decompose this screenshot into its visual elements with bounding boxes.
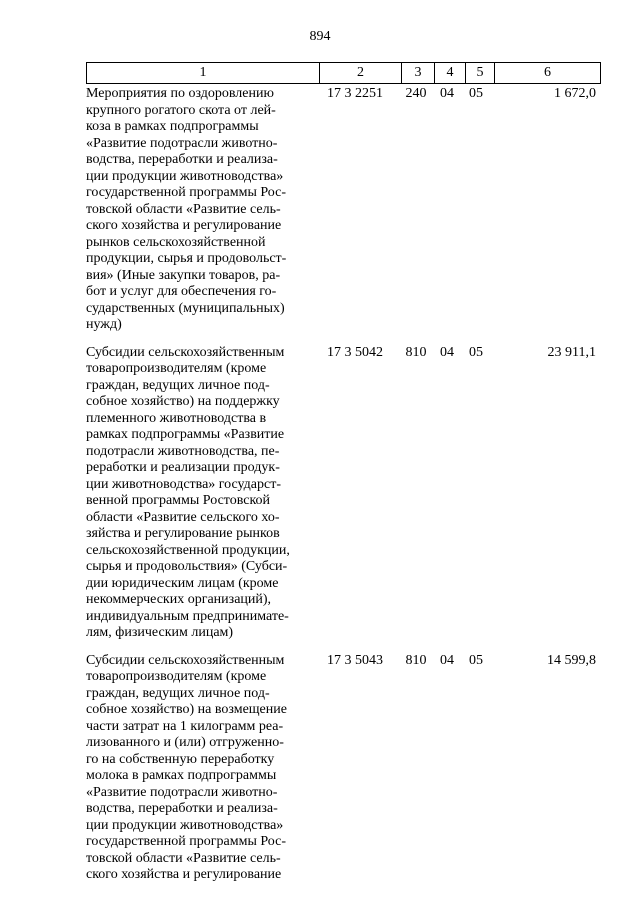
row-subsection: 05 xyxy=(469,344,483,360)
row-section: 04 xyxy=(440,652,454,668)
column-header-5: 5 xyxy=(466,63,495,84)
row-target-code: 17 3 5043 xyxy=(327,652,383,668)
row-subsection: 05 xyxy=(469,652,483,668)
column-header-4: 4 xyxy=(435,63,466,84)
row-description: Мероприятия по оздоровлению крупного рогатого скота от лей- коза в рамках подпрограммы «Развитие подотрасли животно- водства, переработки и реализа- ции продукции животноводства» государственной программы Рос- товской области «Развитие сель- ского хозяйства и регулирование рынков сельскохозяйственной продукции, сырья и продовольст- вия» (Иные закупки товаров, ра- бот и услуг для обеспечения го- сударственных (муниципальных) нужд) xyxy=(86,86,287,332)
table-row xyxy=(86,86,596,334)
row-amount: 1 672,0 xyxy=(554,86,596,101)
column-header-1: 1 xyxy=(87,63,320,84)
page-number: 894 xyxy=(309,29,331,44)
row-amount: 23 911,1 xyxy=(547,344,596,360)
row-description: Субсидии сельскохозяйственным товаропроизводителям (кроме граждан, ведущих личное под- собное хозяйство) на возмещение части затрат на 1 килограмм реа- лизованного и (или) отгруженно- го на собственную переработку молока в рамках подпрограммы «Развитие подотрасли животно- водства, переработки и реализа- ции продукции животноводства» государственной программы Рос- товской области «Развитие сель- ского хозяйства и регулирование xyxy=(86,652,287,882)
row-amount: 14 599,8 xyxy=(547,652,596,668)
column-header-table xyxy=(86,62,601,84)
table-body xyxy=(86,86,596,895)
row-description: Субсидии сельскохозяйственным товаропроизводителям (кромe граждан, ведущих личное под- собное хозяйство) на поддержку племенного животноводства в рамках подпрограммы «Развитие подотрасли животноводства, пе- реработки и реализации продук- ции животноводства» государст- венной программы Ростовской области «Развитие сельского хо- зяйства и регулирование рынков сельскохозяйственной продукции, сырья и продовольствия» (Субси- дии юридическим лицам (кроме некоммерческих организаций), индивидуальным предпринимате- лям, физическим лицам) xyxy=(86,344,290,640)
table-row xyxy=(86,345,596,642)
row-expense-type: 240 xyxy=(405,86,427,101)
row-target-code: 17 3 5042 xyxy=(327,344,383,360)
row-section: 04 xyxy=(440,86,454,101)
row-expense-type: 810 xyxy=(405,652,427,668)
column-header-6: 6 xyxy=(495,63,601,84)
column-header-row xyxy=(87,63,601,84)
table-row xyxy=(86,653,596,884)
column-header-3: 3 xyxy=(402,63,435,84)
row-subsection: 05 xyxy=(469,86,483,101)
row-target-code: 17 3 2251 xyxy=(327,86,383,101)
column-header-2: 2 xyxy=(320,63,402,84)
row-section: 04 xyxy=(440,344,454,360)
row-expense-type: 810 xyxy=(405,344,427,360)
